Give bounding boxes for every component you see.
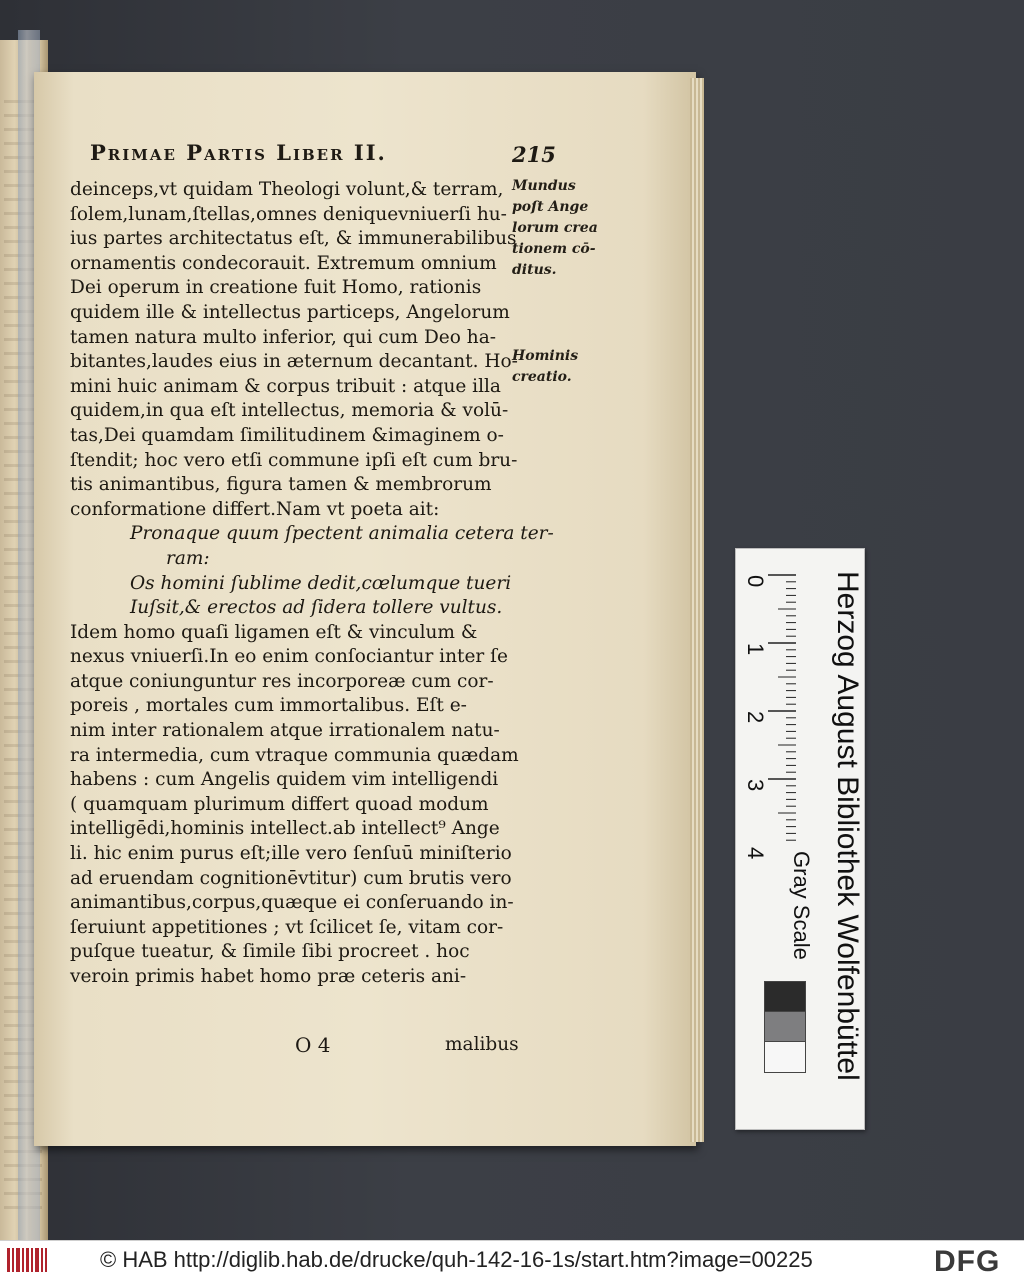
text-line: puſque tueatur, & ſimile ſibi procreet . hoc	[70, 941, 470, 963]
swatch-gray	[764, 1011, 806, 1043]
margin-note-hominis	[512, 346, 604, 388]
library-name-text: Herzog August Bibliothek Wolfenbüttel	[831, 571, 864, 1081]
text-line: Iuſsit,& erectos ad ſidera tollere vultus.	[130, 597, 503, 619]
text-line: deinceps,vt quidam Theologi volunt,& terram,	[70, 179, 504, 200]
text-line: li. hic enim purus eſt;ille vero ſenſuū miniſterio	[70, 843, 512, 865]
text-line: ad eruendam cognitionēvtitur) cum brutis vero	[70, 867, 512, 889]
page-stack-edge	[690, 78, 704, 1142]
swatch-white	[764, 1041, 806, 1073]
paragraph-2	[70, 621, 519, 990]
ruler-scale	[743, 563, 800, 860]
text-line: ( quamquam plurimum differt quoad modum	[70, 793, 489, 815]
text-line: habens : cum Angelis quidem vim intelligendi	[70, 769, 499, 791]
gray-scale-label	[766, 849, 814, 979]
catchword: malibus	[445, 1034, 519, 1055]
ruler-tick-label: 1	[743, 643, 769, 656]
verse-quote	[70, 522, 554, 620]
barcode-logo-icon	[6, 1245, 48, 1275]
text-line: atque coniunguntur res incorporeæ cum cor-	[70, 670, 494, 692]
dfg-logo: DFG	[934, 1245, 1001, 1278]
ruler-tick-label: 4	[743, 847, 769, 860]
text-line: Os homini ſublime dedit,cœlumque tueri	[130, 572, 512, 594]
text-line: bitantes,laudes eius in æternum decantant. Ho-	[70, 351, 518, 373]
footer-permalink[interactable]: © HAB http://diglib.hab.de/drucke/quh-142-16-1s/start.htm?image=00225	[100, 1247, 813, 1272]
signature-mark: O 4	[295, 1033, 331, 1057]
text-line: intelligēdi,hominis intellect.ab intellect⁹ Ange	[70, 818, 500, 840]
text-line: veroin primis habet homo præ ceteris ani-	[70, 966, 467, 987]
text-line: poreis , mortales cum immortalibus. Eſt e-	[70, 695, 467, 717]
margin-note-line: creatio.	[512, 369, 572, 385]
text-line: ram:	[166, 547, 210, 569]
text-line: nexus vniuerſi.In eo enim conſociantur inter ſe	[70, 646, 508, 668]
text-line: quidem ille & intellectus particeps, Angelorum	[70, 301, 510, 323]
margin-note-line: poſt Ange	[512, 199, 589, 215]
text-line: ſolem,lunam,ſtellas,omnes deniquevniuerſi hu-	[70, 203, 507, 225]
text-line: nim inter rationalem atque irrationalem natu-	[70, 720, 500, 742]
text-line: tas,Dei quamdam ſimilitudinem &imaginem o-	[70, 424, 504, 446]
margin-note-mundus	[512, 176, 604, 281]
text-line: tis animantibus, figura tamen & membrorum	[70, 474, 492, 496]
margin-note-line: Hominis	[512, 348, 579, 364]
text-line: ornamentis condecorauit. Extremum omnium	[70, 252, 497, 274]
swatch-black	[764, 981, 806, 1013]
ruler-tick-label: 3	[743, 779, 769, 792]
margin-note-line: tionem cō-	[512, 241, 596, 257]
text-line: ſeruiunt appetitiones ; vt ſcilicet ſe, vitam cor-	[70, 916, 504, 938]
ruler-tick-label: 2	[743, 711, 769, 724]
text-line: quidem,in qua eſt intellectus, memoria & volū-	[70, 400, 509, 422]
gray-scale-label-text: Gray Scale	[789, 851, 814, 960]
text-line: Dei operum in creatione fuit Homo, rationis	[70, 277, 482, 299]
library-name-label	[800, 563, 864, 1123]
margin-note-line: ditus.	[512, 262, 557, 278]
text-line: ſtendit; hoc vero etſi commune ipſi eſt cum bru-	[70, 449, 518, 471]
text-line: conformatione differt.Nam vt poeta ait:	[70, 498, 440, 520]
gray-scale-card	[735, 548, 865, 1130]
text-line: tamen natura multo inferior, qui cum Deo ha-	[70, 326, 496, 348]
text-line: mini huic animam & corpus tribuit : atque illa	[70, 375, 501, 397]
text-line: Idem homo quaſi ligamen eſt & vinculum &	[70, 621, 478, 643]
text-line: ius partes architectatus eſt, & immunerabilibus	[70, 228, 517, 250]
page-number: 215	[512, 142, 556, 167]
running-head: Primae Partis Liber II.	[90, 140, 387, 165]
paragraph-1	[70, 178, 516, 522]
text-line: Pronaque quum ſpectent animalia cetera ter-	[130, 523, 554, 545]
margin-note-line: Mundus	[512, 178, 576, 194]
ruler-tick-label: 0	[743, 575, 769, 588]
text-line: animantibus,corpus,quæque ei conſeruando in-	[70, 892, 514, 914]
viewer-footer	[0, 1240, 1024, 1280]
margin-note-line: lorum crea	[512, 220, 598, 236]
text-line: ra intermedia, cum vtraque communia quædam	[70, 744, 519, 766]
